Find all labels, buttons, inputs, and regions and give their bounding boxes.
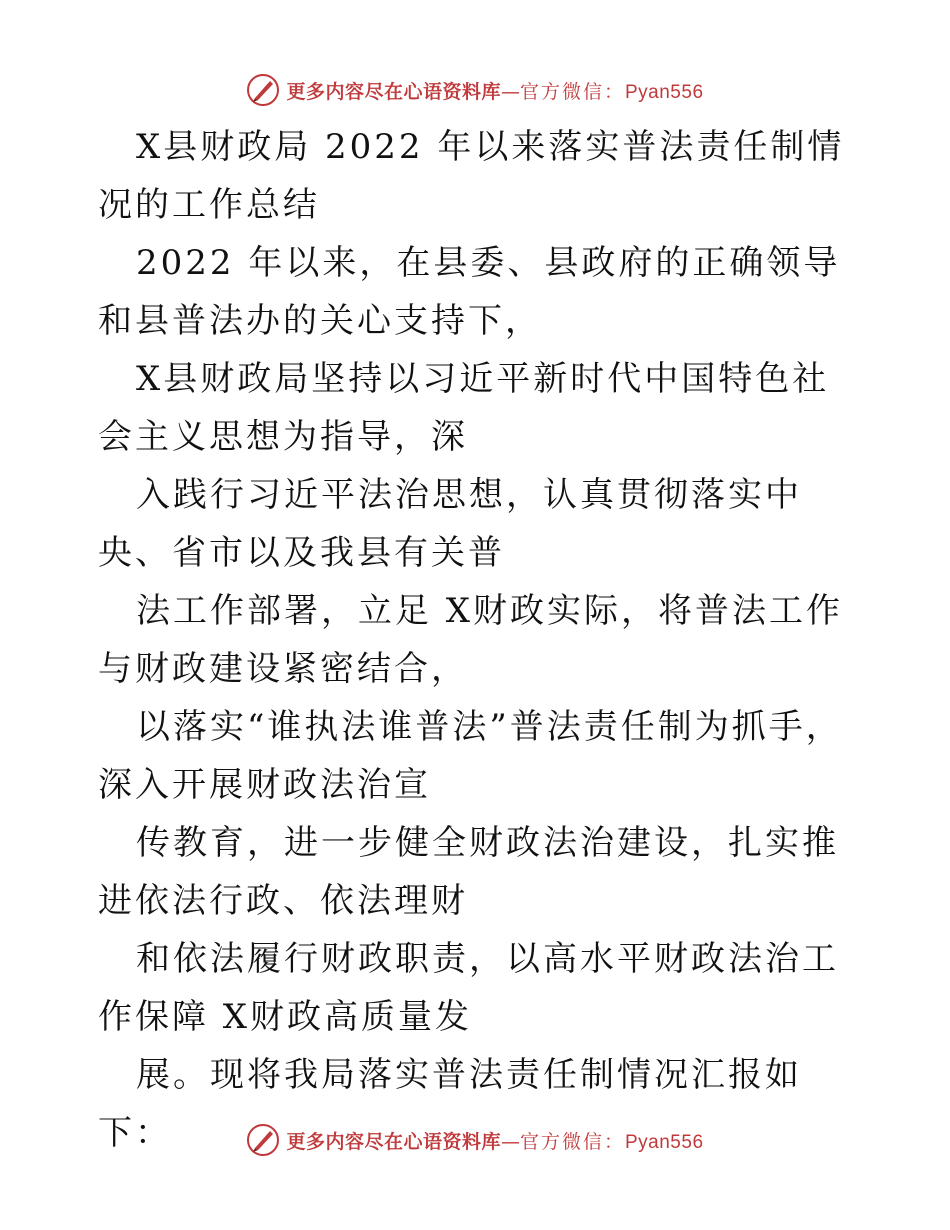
watermark-sub: 官方微信：	[519, 1130, 625, 1153]
paragraph-2: X县财政局坚持以习近平新时代中国特色社会主义思想为指导，深	[98, 359, 830, 457]
paragraph-7: 和依法履行财政职责，以高水平财政法治工作保障 X财政高质量发	[98, 939, 839, 1037]
watermark-handle: Pyan556	[625, 1131, 704, 1153]
quill-logo-icon	[246, 73, 280, 107]
document-title: X县财政局 2022 年以来落实普法责任制情况的工作总结	[98, 127, 845, 225]
document-body	[98, 118, 850, 1162]
watermark-separator: —	[500, 80, 520, 103]
watermark-sub: 官方微信：	[519, 80, 625, 103]
paragraph-5: 以落实“谁执法谁普法”普法责任制为抓手，深入开展财政法治宣	[98, 707, 843, 805]
watermark-handle: Pyan556	[625, 81, 704, 103]
paragraph-6: 传教育，进一步健全财政法治建设，扎实推进依法行政、依法理财	[98, 823, 839, 921]
watermark-main: 更多内容尽在心语资料库	[286, 1130, 501, 1153]
quill-logo-icon	[246, 1123, 280, 1157]
watermark-main: 更多内容尽在心语资料库	[286, 80, 501, 103]
paragraph-4: 法工作部署，立足 X财政实际，将普法工作与财政建设紧密结合，	[98, 591, 844, 689]
footer-watermark	[0, 1120, 950, 1160]
paragraph-1: 2022 年以来，在县委、县政府的正确领导和县普法办的关心支持下，	[98, 243, 841, 341]
watermark-separator: —	[500, 1130, 520, 1153]
header-watermark	[0, 70, 950, 110]
paragraph-8: 展。现将我局落实普法责任制情况汇报如下：	[98, 1055, 802, 1153]
paragraph-3: 入践行习近平法治思想，认真贯彻落实中央、省市以及我县有关普	[98, 475, 802, 573]
